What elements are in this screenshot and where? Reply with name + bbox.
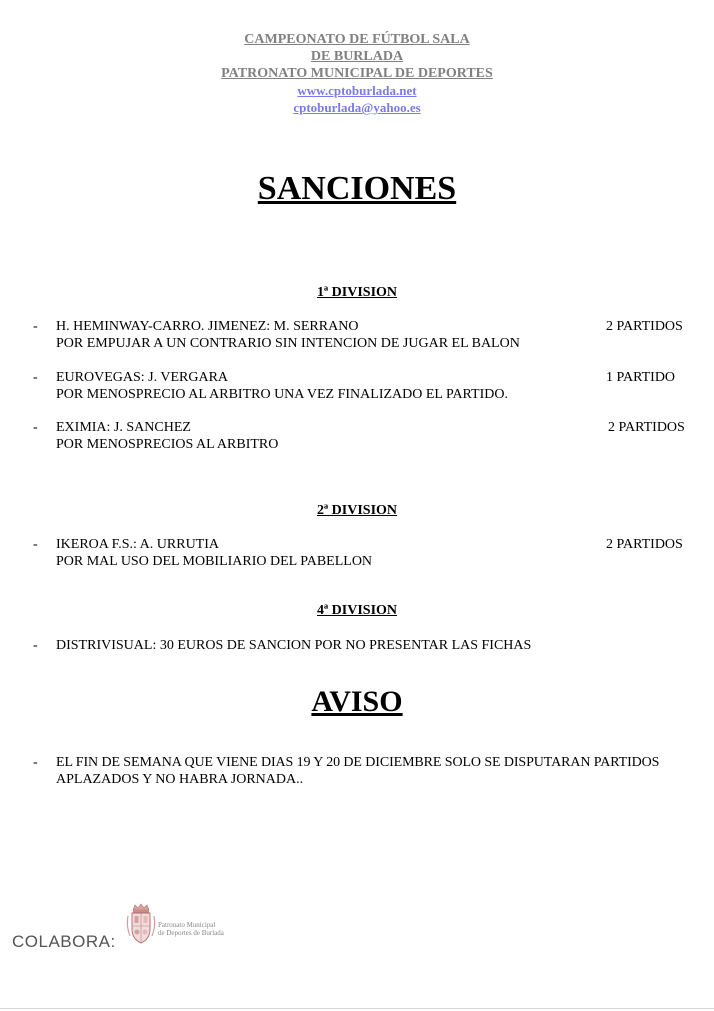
sanction-penalty: 2 PARTIDOS bbox=[606, 319, 683, 334]
coat-of-arms-icon bbox=[125, 902, 157, 946]
list-bullet: - bbox=[33, 755, 38, 770]
header-town: DE BURLADA bbox=[310, 49, 404, 64]
notice-text-line1: EL FIN DE SEMANA QUE VIENE DIAS 19 Y 20 DE DICIEMBRE SOLO SE DISPUTARAN PARTIDOS bbox=[56, 755, 660, 770]
email-link[interactable]: cptoburlada@yahoo.es bbox=[293, 100, 421, 115]
sanction-team-player: H. HEMINWAY-CARRO. JIMENEZ: M. SERRANO bbox=[56, 319, 359, 334]
sanction-reason: POR MENOSPRECIOS AL ARBITRO bbox=[56, 437, 279, 452]
notice-text-line2: APLAZADOS Y NO HABRA JORNADA.. bbox=[56, 772, 304, 787]
sanction-penalty: 2 PARTIDOS bbox=[606, 537, 683, 552]
document-header bbox=[0, 31, 714, 116]
logo-caption-line2: de Deportes de Burlada bbox=[158, 929, 224, 937]
website-link[interactable]: www.cptoburlada.net bbox=[297, 83, 417, 98]
sanction-team-player: EUROVEGAS: J. VERGARA bbox=[56, 370, 229, 385]
colabora-label: COLABORA: bbox=[12, 932, 116, 951]
logo-caption bbox=[158, 921, 224, 937]
sanction-reason: POR MAL USO DEL MOBILIARIO DEL PABELLON bbox=[56, 554, 373, 569]
patronato-logo bbox=[125, 902, 255, 946]
list-bullet: - bbox=[33, 638, 38, 653]
logo-caption-line1: Patronato Municipal bbox=[158, 921, 216, 929]
header-championship: CAMPEONATO DE FÚTBOL SALA bbox=[244, 32, 470, 47]
division-heading-2: 2ª DIVISION bbox=[316, 503, 398, 518]
sanction-team-player: IKEROA F.S.: A. URRUTIA bbox=[56, 537, 220, 552]
sanction-penalty: 1 PARTIDO bbox=[606, 370, 676, 385]
list-bullet: - bbox=[33, 537, 38, 552]
page-title: SANCIONES bbox=[257, 170, 457, 207]
page-bottom-divider bbox=[0, 1008, 714, 1009]
sanction-team-fine: DISTRIVISUAL: 30 EUROS DE SANCION POR NO PRESENTAR LAS FICHAS bbox=[56, 638, 532, 653]
list-bullet: - bbox=[33, 370, 38, 385]
sanction-reason: POR MENOSPRECIO AL ARBITRO UNA VEZ FINALIZADO EL PARTIDO. bbox=[56, 387, 508, 402]
list-bullet: - bbox=[33, 319, 38, 334]
division-heading-1: 1ª DIVISION bbox=[316, 285, 398, 300]
sanction-team-player: EXIMIA: J. SANCHEZ bbox=[56, 420, 191, 435]
sanction-reason: POR EMPUJAR A UN CONTRARIO SIN INTENCION DE JUGAR EL BALON bbox=[56, 336, 520, 351]
sanction-penalty: 2 PARTIDOS bbox=[608, 420, 685, 435]
list-bullet: - bbox=[33, 420, 38, 435]
header-organization: PATRONATO MUNICIPAL DE DEPORTES bbox=[221, 66, 493, 81]
division-heading-4: 4ª DIVISION bbox=[316, 603, 398, 618]
notice-title: AVISO bbox=[311, 685, 403, 718]
